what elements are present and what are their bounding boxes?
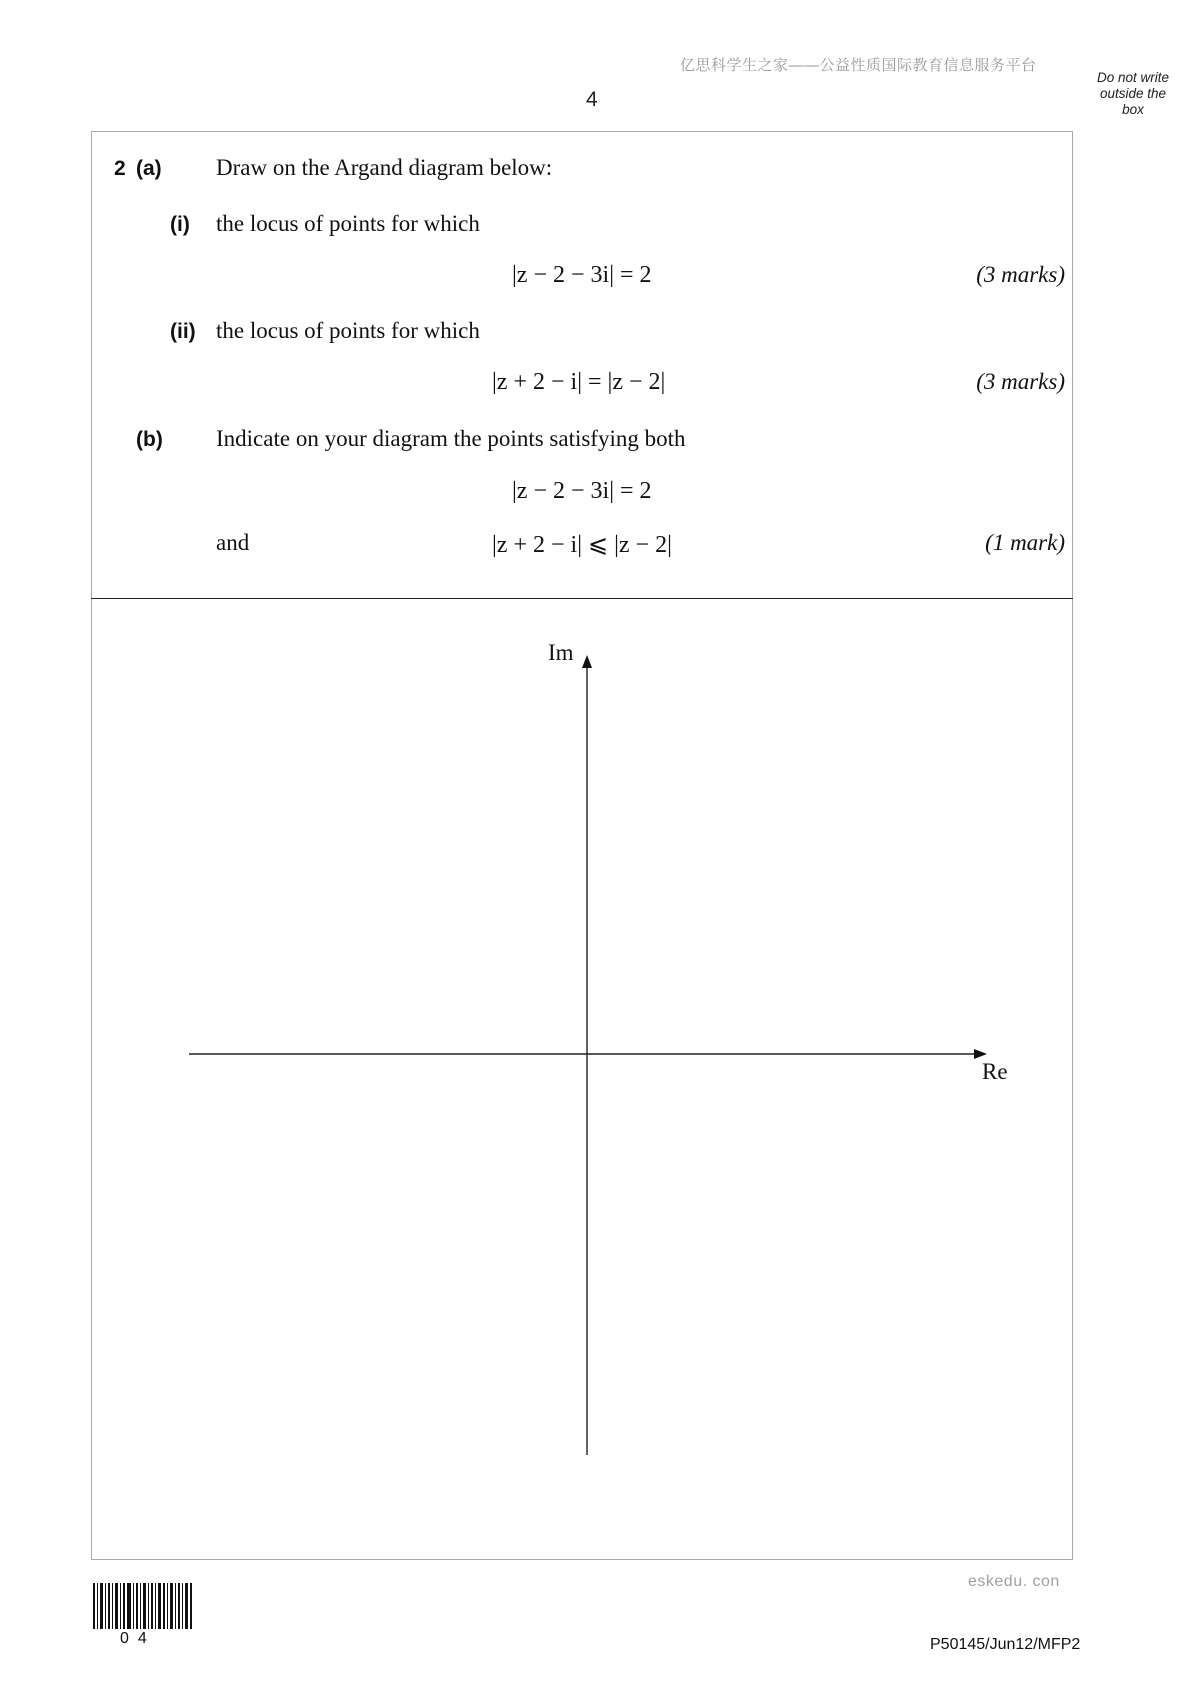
part-b-marks: (1 mark)	[985, 530, 1065, 555]
part-b-equation-2: |z + 2 − i| ⩽ |z − 2|	[492, 532, 672, 558]
sub-ii-text: the locus of points for which	[216, 318, 480, 343]
paper-reference: P50145/Jun12/MFP2	[930, 1636, 1081, 1653]
footer-watermark: eskedu. con	[968, 1573, 1060, 1590]
sub-ii-equation: |z + 2 − i| = |z − 2|	[492, 369, 666, 395]
sub-i-text: the locus of points for which	[216, 211, 480, 236]
part-a-label: (a)	[136, 157, 162, 180]
part-b-equation-1: |z − 2 − 3i| = 2	[512, 478, 652, 504]
part-b-text: Indicate on your diagram the points satisfying both	[216, 426, 686, 451]
sub-ii-marks: (3 marks)	[976, 369, 1065, 394]
margin-note-line: outside the	[1099, 86, 1167, 101]
x-axis-label: Re	[982, 1059, 1008, 1084]
question-number: 2	[114, 157, 126, 180]
sub-i-equation: |z − 2 − 3i| = 2	[512, 262, 652, 288]
y-axis-label: Im	[548, 640, 574, 665]
imaginary-axis-arrow-icon	[582, 655, 592, 668]
watermark-text: 亿思科学生之家——公益性质国际教育信息服务平台	[680, 57, 1037, 74]
sub-i-label: (i)	[170, 213, 190, 236]
part-b-connector: and	[216, 530, 250, 555]
margin-note-line: box	[1122, 102, 1144, 117]
real-axis-arrow-icon	[974, 1049, 987, 1059]
part-a-instruction: Draw on the Argand diagram below:	[216, 155, 553, 180]
sub-i-marks: (3 marks)	[976, 262, 1065, 287]
margin-note-line: Do not write	[1096, 70, 1170, 85]
part-b-label: (b)	[136, 428, 163, 451]
sub-ii-label: (ii)	[170, 320, 196, 343]
page-number: 4	[586, 88, 598, 111]
barcode-number: 04	[120, 1630, 156, 1647]
barcode-icon	[93, 1583, 195, 1629]
